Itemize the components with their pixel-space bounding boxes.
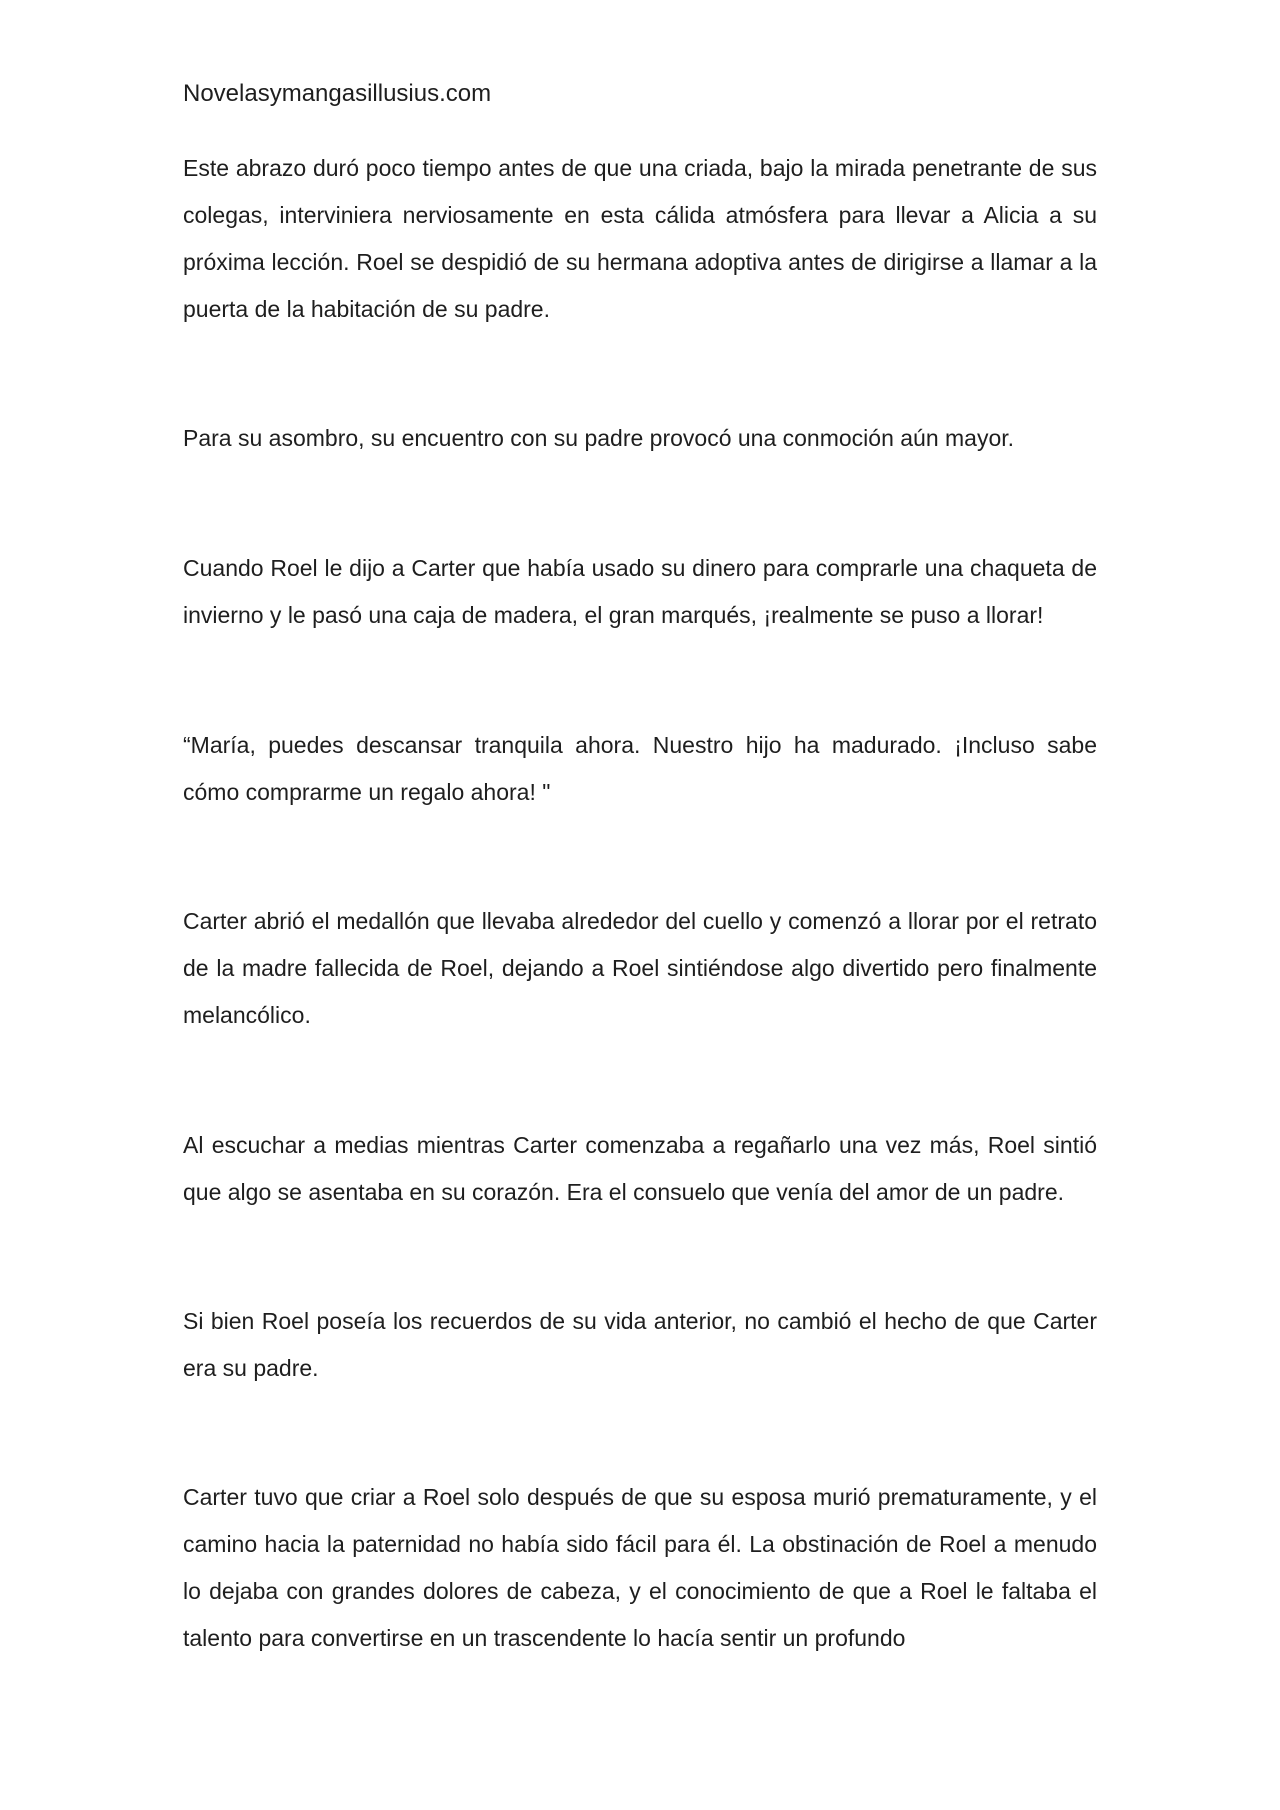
paragraph: Cuando Roel le dijo a Carter que había usado su dinero para comprarle una chaqueta de invierno y le pasó una caja de madera, el gran marqués, ¡realmente se puso a llorar! [183,555,1097,628]
paragraph: Para su asombro, su encuentro con su padre provocó una conmoción aún mayor. [183,425,1015,451]
paragraph: Este abrazo duró poco tiempo antes de que una criada, bajo la mirada penetrante de sus colegas, interviniera nerviosamente en esta cálida atmósfera para llevar a Alicia a su próxima lección. Roel se despidió de su hermana adoptiva antes de dirigirse a llamar a la puerta de la habitación de su padre. [183,155,1097,322]
site-watermark-header: Novelasymangasillusius.com [183,80,492,107]
paragraph: Al escuchar a medias mientras Carter comenzaba a regañarlo una vez más, Roel sintió que algo se asentaba en su corazón. Era el consuelo que venía del amor de un padre. [183,1132,1097,1205]
paragraph: Si bien Roel poseía los recuerdos de su vida anterior, no cambió el hecho de que Carter era su padre. [183,1308,1097,1381]
paragraph: “María, puedes descansar tranquila ahora. Nuestro hijo ha madurado. ¡Incluso sabe cómo comprarme un regalo ahora! " [183,732,1097,805]
paragraph: Carter abrió el medallón que llevaba alrededor del cuello y comenzó a llorar por el retrato de la madre fallecida de Roel, dejando a Roel sintiéndose algo divertido pero finalmente melancólico. [183,908,1097,1028]
paragraph: Carter tuvo que criar a Roel solo después de que su esposa murió prematuramente, y el camino hacia la paternidad no había sido fácil para él. La obstinación de Roel a menudo lo dejaba con grandes dolores de cabeza, y el conocimiento de que a Roel le faltaba el talento para convertirse en un trascendente lo hacía sentir un profundo [183,1484,1097,1651]
